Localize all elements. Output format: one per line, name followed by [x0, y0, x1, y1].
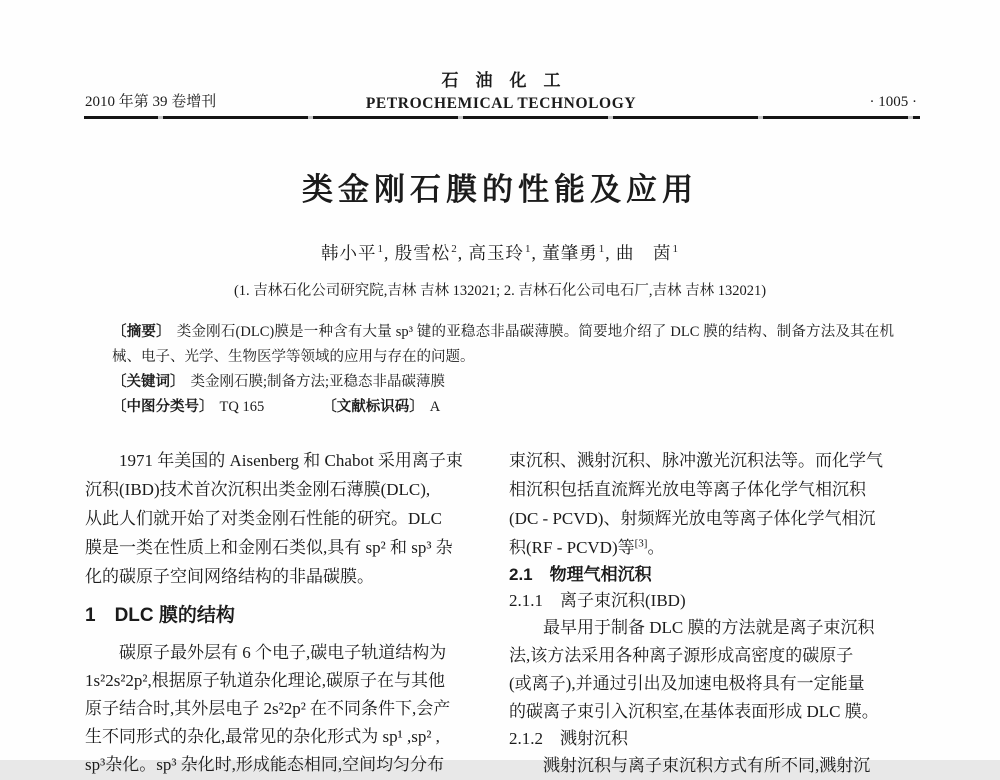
abstract-label: 〔摘要〕 [112, 324, 171, 340]
body-line: sp³杂化。sp³ 杂化时,形成能态相同,空间均匀分布 [85, 755, 445, 774]
header-rule [84, 116, 920, 119]
body-line: 沉积(IBD)技术首次沉积出类金刚石薄膜(DLC), [85, 480, 431, 499]
body-line: (DC - PCVD)、射频辉光放电等离子体化学气相沉 [509, 509, 876, 528]
author-separator: , [531, 243, 537, 263]
doc-code-value: A [429, 399, 441, 415]
subsection-heading: 2.1 物理气相沉积 [509, 565, 652, 584]
doc-code-label: 〔文献标识码〕 [322, 399, 424, 415]
author-name: 韩小平 [321, 243, 377, 263]
author-superscript: 2 [451, 243, 458, 256]
body-line: 束沉积、溅射沉积、脉冲激光沉积法等。而化学气 [509, 451, 883, 470]
author-name: 董肇勇 [542, 243, 598, 263]
author-name: 高玉玲 [468, 243, 524, 263]
author-superscript: 1 [377, 243, 384, 256]
author [469, 243, 532, 263]
page-number: · 1005 · [869, 94, 917, 110]
body-line: 碳原子最外层有 6 个电子,碳电子轨道结构为 [119, 643, 447, 662]
keywords-label: 〔关键词〕 [112, 374, 185, 390]
body-line: 膜是一类在性质上和金刚石类似,具有 sp² 和 sp³ 杂 [85, 538, 453, 557]
body-columns [85, 446, 917, 780]
body-line: 溅射沉积与离子束沉积方式有所不同,溅射沉 [543, 756, 871, 775]
keywords-text: 类金刚石膜;制备方法;亚稳态非晶碳薄膜 [190, 374, 446, 390]
issue-info: 2010 年第 39 卷增刊 [85, 94, 217, 110]
body-line: 法,该方法采用各种离子源形成高密度的碳原子 [509, 646, 854, 665]
body-text: 积(RF - PCVD)等 [509, 538, 635, 557]
keywords-paragraph [112, 370, 894, 395]
clc-label: 〔中图分类号〕 [112, 399, 214, 415]
author-separator: , [457, 243, 464, 263]
affiliation: (1. 吉林石化公司研究院,吉林 吉林 132021; 2. 吉林石化公司电石厂,吉林 吉林 132021) [233, 283, 767, 299]
clc-value: TQ 165 [219, 399, 265, 415]
author-separator: , [384, 243, 390, 263]
paper-title: 类金刚石膜的性能及应用 [302, 172, 698, 207]
body-line: 1971 年美国的 Aisenberg 和 Chabot 采用离子束 [119, 451, 463, 470]
running-head [85, 66, 917, 113]
author-superscript: 1 [672, 243, 679, 256]
body-line: 相沉积包括直流辉光放电等离子体化学气相沉积 [509, 480, 866, 499]
body-line: (或离子),并通过引出及加速电极将具有一定能量 [509, 674, 865, 693]
author-superscript: 1 [525, 243, 532, 256]
classification-paragraph [112, 395, 894, 420]
author-separator: , [605, 243, 611, 263]
body-text: 。 [647, 538, 665, 557]
body-line: 原子结合时,其外层电子 2s²2p² 在不同条件下,会产 [85, 699, 451, 718]
author-superscript: 1 [598, 243, 606, 256]
right-column [509, 446, 917, 780]
body-line: 生不同形式的杂化,最常见的杂化形式为 sp¹ ,sp² , [85, 727, 440, 746]
journal-title-zh: 石油化工 [441, 71, 578, 90]
author-name: 殷雪松 [394, 243, 451, 263]
journal-title-en: PETROCHEMICAL TECHNOLOGY [365, 95, 637, 112]
body-line: 从此人们就开始了对类金刚石性能的研究。DLC [85, 509, 442, 528]
subsubsection-heading: 2.1.1 离子束沉积(IBD) [509, 591, 686, 610]
author-line [0, 240, 1000, 265]
author [616, 243, 679, 263]
section-heading: 1 DLC 膜的结构 [85, 605, 235, 626]
author [395, 243, 458, 263]
reference-marker: [3] [634, 537, 648, 550]
journal-title-block [366, 66, 636, 113]
body-line: 的碳离子束引入沉积室,在基体表面形成 DLC 膜。 [509, 702, 879, 721]
author-name: 曲 茵 [616, 243, 672, 263]
body-line: 1s²2s²2p²,根据原子轨道杂化理论,碳原子在与其他 [85, 671, 446, 690]
body-line [509, 533, 917, 562]
abstract-text: 类金刚石(DLC)膜是一种含有大量 sp³ 键的亚稳态非晶碳薄膜。简要地介绍了 DLC 膜的结构、制备方法及其在机械、电子、光学、生物医学等领域的应用与存在的问题。 [112, 324, 895, 365]
body-line: 最早用于制备 DLC 膜的方法就是离子束沉积 [543, 618, 875, 637]
subsubsection-heading: 2.1.2 溅射沉积 [509, 729, 628, 748]
abstract-paragraph [112, 320, 894, 370]
author [542, 243, 605, 263]
abstract-block [112, 320, 894, 420]
author [321, 243, 384, 263]
left-column [85, 446, 493, 780]
body-line: 化的碳原子空间网络结构的非晶碳膜。 [85, 567, 374, 586]
